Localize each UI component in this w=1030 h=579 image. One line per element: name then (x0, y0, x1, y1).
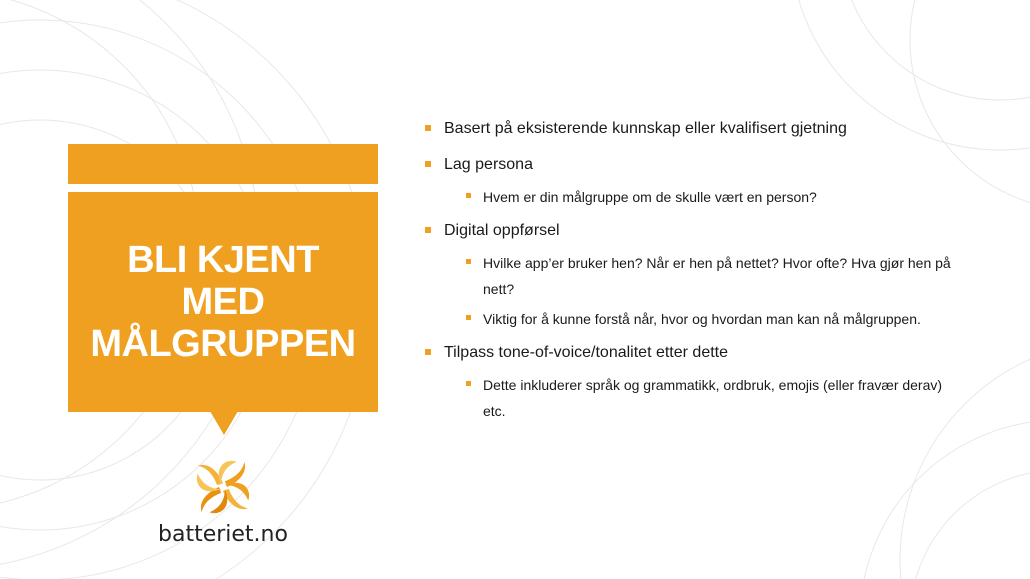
bullet-item: Lag persona (424, 152, 994, 178)
bullet-item: Basert på eksisterende kunnskap eller kvalifisert gjetning (424, 116, 994, 142)
sub-bullet-item: Hvem er din målgruppe om de skulle vært en person? (424, 184, 994, 210)
title-pointer (210, 411, 238, 435)
sub-bullet-item: Dette inkluderer språk og grammatikk, ordbruk, emojis (eller fravær derav) etc. (424, 372, 994, 424)
title-line: MED (181, 281, 265, 323)
logo-text: batteriet.no (158, 522, 288, 547)
bullet-item: Tilpass tone-of-voice/tonalitet etter dette (424, 340, 994, 366)
sub-bullet-item: Viktig for å kunne forstå når, hvor og hvordan man kan nå målgruppen. (424, 306, 994, 332)
slide-title (78, 239, 368, 365)
bullet-list (424, 116, 994, 432)
bullet-item: Digital oppførsel (424, 218, 994, 244)
title-accent-bar (68, 144, 378, 184)
logo (150, 450, 300, 560)
title-line: MÅLGRUPPEN (90, 323, 356, 365)
sub-bullet-item: Hvilke app’er bruker hen? Når er hen på nettet? Hvor ofte? Hva gjør hen på nett? (424, 250, 994, 302)
title-line: BLI KJENT (127, 239, 319, 281)
title-box (68, 192, 378, 412)
batteriet-swirl-logo-icon (192, 456, 254, 518)
